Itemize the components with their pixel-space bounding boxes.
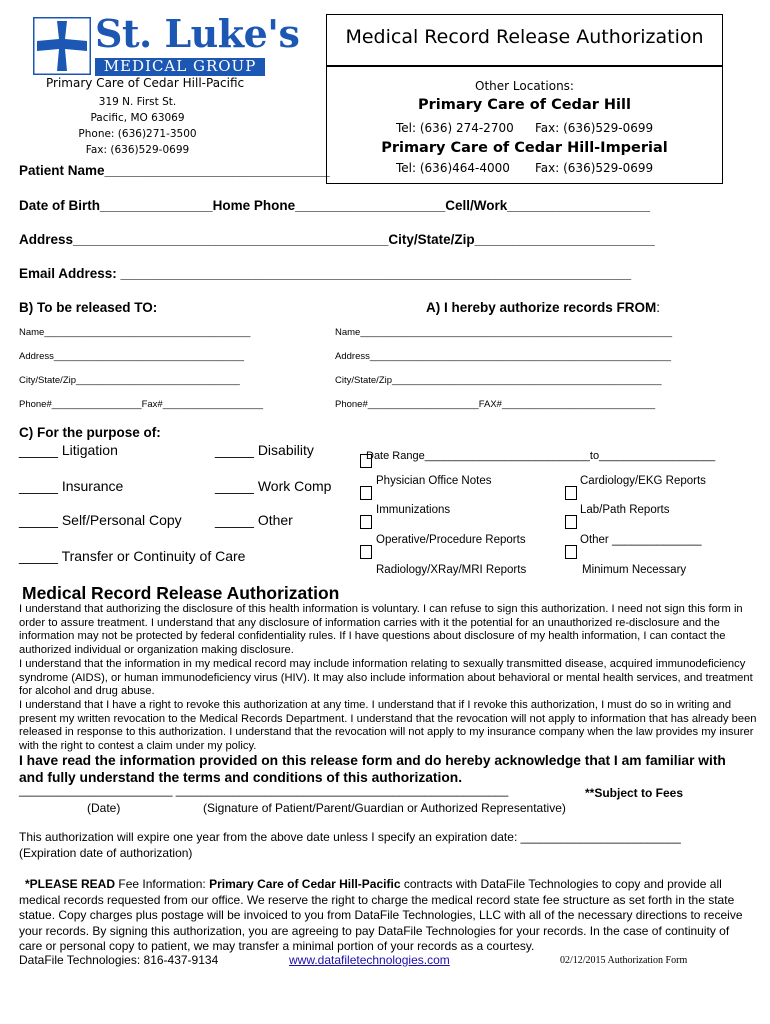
immunizations-checkbox[interactable] [360,515,372,529]
release-from-heading-text: A) I hereby authorize records FROM [426,300,657,315]
radiology-label: Radiology/XRay/MRI Reports [376,564,527,576]
please-read: *PLEASE READ [25,877,116,891]
purpose-heading: C) For the purpose of: [19,425,161,440]
authorization-paragraph-1: I understand that authorizing the disclosure of this health information is voluntary. I can refuse to sign this authorization. I need not sign this form in order to assure treatment. I understand that any disclosure of information carries with it the potential for an unauthorized re-disclosure and the information may not be protected by federal confidentiality rules. If I have questions about disclosure of my health information, I can contact the authorized individual or organization making disclosure. [19,603,743,656]
release-from-name[interactable]: Name___________________________________________________________ [335,327,673,338]
lab-path-label: Lab/Path Reports [580,504,670,516]
date-label: (Date) [87,801,121,815]
purpose-insurance[interactable]: _____ Insurance [19,478,124,494]
lab-path-checkbox[interactable] [565,515,577,529]
other-records-checkbox[interactable] [565,545,577,559]
release-to-name[interactable]: Name_______________________________________ [19,327,251,338]
purpose-work-comp[interactable]: _____ Work Comp [215,478,332,494]
other-locations-label: Other Locations: [475,79,574,93]
other-locations-box [326,66,723,184]
release-from-city[interactable]: City/State/Zip___________________________________________________ [335,375,662,386]
physician-notes-checkbox[interactable] [360,486,372,500]
page-title: Medical Record Release Authorization [345,26,704,48]
operative-checkbox[interactable] [360,545,372,559]
cross-icon [33,17,91,75]
purpose-transfer[interactable]: _____ Transfer or Continuity of Care [19,548,246,564]
signature-label: (Signature of Patient/Parent/Guardian or Authorized Representative) [203,801,566,815]
minimum-necessary-label: Minimum Necessary [582,564,687,576]
purpose-litigation[interactable]: _____ Litigation [19,442,118,458]
location-1-tel: Tel: (636) 274-2700 [396,121,514,135]
signature-line[interactable]: ________________________ ____________________________________________________ [19,785,509,797]
acknowledgement: I have read the information provided on this release form and do hereby acknowledge that I am familiar with and fully understand the terms and conditions of this authorization. [19,753,726,785]
operative-label: Operative/Procedure Reports [376,534,526,546]
location-1-name: Primary Care of Cedar Hill [418,97,631,113]
physician-notes-label: Physician Office Notes [376,475,492,487]
fee-info-label: Fee Information: [115,877,210,891]
release-to-city[interactable]: City/State/Zip_______________________________ [19,375,240,386]
release-from-colon: : [656,300,661,315]
dob-phone-field[interactable]: Date of Birth_______________Home Phone____________________Cell/Work___________________ [19,198,650,213]
logo-group: MEDICAL GROUP [103,57,257,75]
purpose-other[interactable]: _____ Other [215,512,293,528]
release-from-address[interactable]: Address_________________________________________________________ [335,351,672,362]
title-box [326,14,723,66]
location-2-fax: Fax: (636)529-0699 [535,161,654,175]
location-2-tel: Tel: (636)464-4000 [396,161,510,175]
logo [33,11,300,77]
authorization-heading: Medical Record Release Authorization [22,583,340,603]
form-date: 02/12/2015 Authorization Form [560,955,688,966]
practice-address-2: Pacific, MO 63069 [90,112,185,124]
location-2-name: Primary Care of Cedar Hill-Imperial [381,140,668,156]
cardiology-checkbox[interactable] [565,486,577,500]
practice-phone: Phone: (636)271-3500 [78,128,197,140]
purpose-disability[interactable]: _____ Disability [215,442,314,458]
date-range-field[interactable]: Date Range___________________________to___________________ [366,450,716,462]
expiration-label: (Expiration date of authorization) [19,846,193,860]
immunizations-label: Immunizations [376,504,451,516]
release-from-heading [426,300,660,315]
practice-fax: Fax: (636)529-0699 [85,144,190,156]
purpose-self-copy[interactable]: _____ Self/Personal Copy [19,512,182,528]
datafile-link[interactable]: www.datafiletechnologies.com [289,953,450,967]
other-records-label[interactable]: Other ______________ [580,534,702,546]
subject-to-fees: **Subject to Fees [585,786,684,800]
fee-practice-name: Primary Care of Cedar Hill-Pacific [209,877,401,891]
practice-name: Primary Care of Cedar Hill-Pacific [46,76,245,90]
address-field[interactable]: Address__________________________________________City/State/Zip________________________ [19,232,655,247]
cardiology-label: Cardiology/EKG Reports [580,475,706,487]
fee-information [19,877,754,955]
release-to-phone[interactable]: Phone#_________________Fax#___________________ [19,399,264,410]
email-field[interactable]: Email Address: ____________________________________________________________________ [19,266,632,281]
release-to-heading: B) To be released TO: [19,300,158,315]
authorization-paragraph-3: I understand that I have a right to revoke this authorization at any time. I understand that if I revoke this authorization, I must do so in writing and present my written revocation to the Medical Records Department. I understand that the revocation will not apply to information that has already been released in response to this authorization. I understand that the revocation will not apply to my insurance company when the law provides my insurer with the right to contest a claim under my policy. [19,699,757,752]
practice-address-1: 319 N. First St. [98,96,177,108]
datafile-phone: DataFile Technologies: 816-437-9134 [19,953,219,967]
fee-info-body: contracts with DataFile Technologies to copy and provide all medical records requested from our office. We reserve the right to charge the medical record state fee structure as set forth in the state statue. Copy charges plus postage will be invoiced to you from DataFile Technologies, LLC with all of the necessary directions to receive your records. By signing this authorization, you are agreeing to pay DataFile Technologies for your records. In the case of continuity of care or personal copy to patient, we may transfer a minimal portion of your records as a courtesy. [19,877,743,954]
location-1-fax: Fax: (636)529-0699 [535,121,654,135]
release-from-phone[interactable]: Phone#_____________________FAX#_____________________________ [335,399,656,410]
expiration-text[interactable]: This authorization will expire one year from the above date unless I specify an expiration date: ________________________ [19,830,681,844]
patient-name-field[interactable]: Patient Name______________________________ [19,163,330,178]
authorization-paragraph-2: I understand that the information in my medical record may include information relating to sexually transmitted disease, acquired immunodeficiency syndrome (AIDS), or human immunodeficiency virus (HIV). It may also include information about behavioral or mental health services, and treatment for alcohol and drug abuse. [19,658,753,698]
release-to-address[interactable]: Address____________________________________ [19,351,245,362]
logo-name: St. Luke's [95,11,300,56]
